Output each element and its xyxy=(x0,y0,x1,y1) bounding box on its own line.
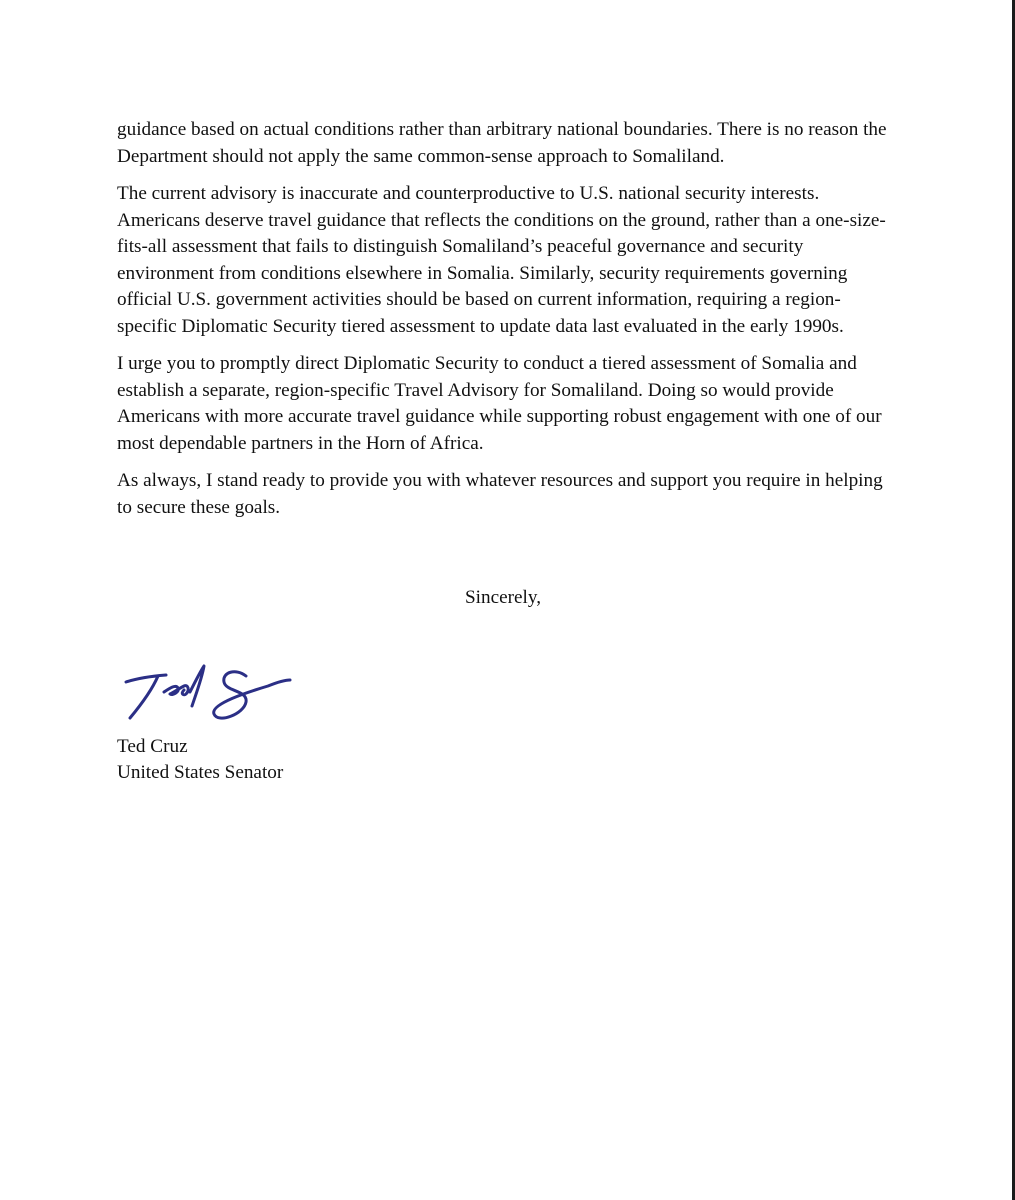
paragraph-3: I urge you to promptly direct Diplomatic Security to conduct a tiered assessment of Somalia and establish a separate, region-specific Travel Advisory for Somaliland. Doing so would provide Americans with more accurate travel guidance while supporting robust engagement with one of our most dependable partners in the Horn of Africa. xyxy=(117,353,882,454)
signer-name: Ted Cruz xyxy=(117,736,188,757)
paragraph-1: guidance based on actual conditions rather than arbitrary national boundaries. There is no reason the Department should not apply the same common-sense approach to Somaliland. xyxy=(117,119,887,167)
paragraph-4: As always, I stand ready to provide you with whatever resources and support you require in helping to secure these goals. xyxy=(117,470,883,518)
handwritten-signature xyxy=(118,662,298,726)
signature-block xyxy=(117,734,283,786)
signature-strokes xyxy=(126,666,290,718)
closing-salutation: Sincerely, xyxy=(465,587,542,608)
letter-body xyxy=(117,117,897,532)
signer-title: United States Senator xyxy=(117,762,284,783)
paragraph-2: The current advisory is inaccurate and counterproductive to U.S. national security interests. Americans deserve travel guidance that reflects the conditions on the ground, rather than a one-size-fits-all assessment that fails to distinguish Somaliland’s peaceful governance and security environment from conditions elsewhere in Somalia. Similarly, security requirements governing official U.S. government activities should be based on current information, requiring a region-specific Diplomatic Security tiered assessment to update data last evaluated in the early 1990s. xyxy=(117,183,886,337)
